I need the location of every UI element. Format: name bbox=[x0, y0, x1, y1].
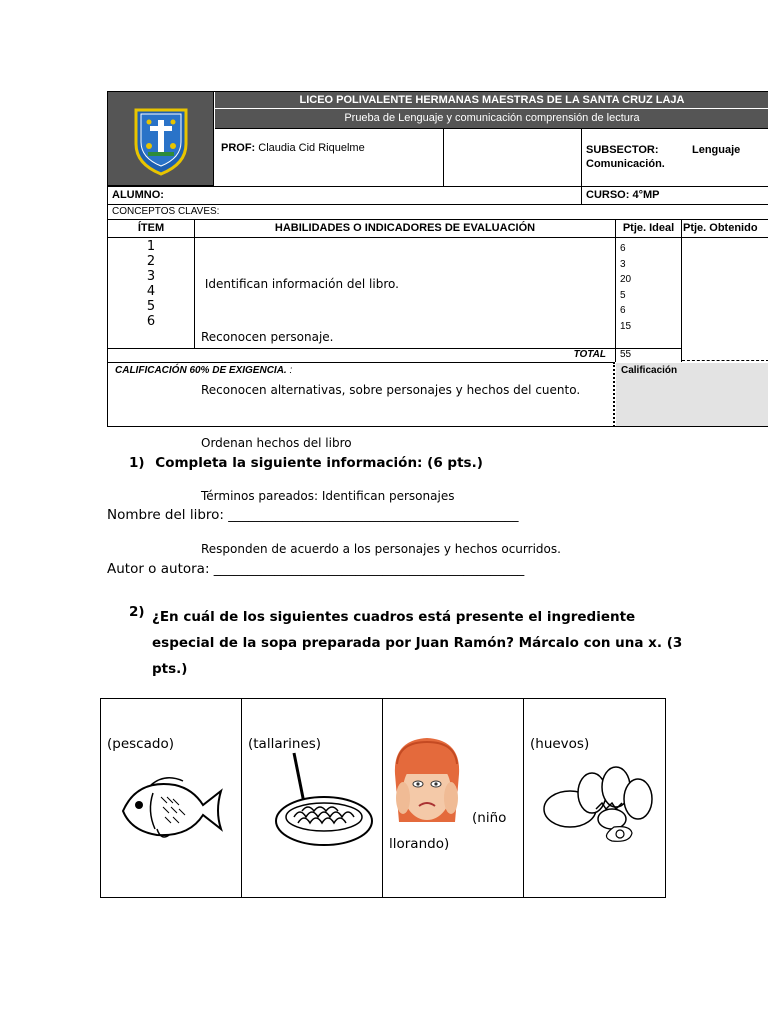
conceptos-claves: CONCEPTOS CLAVES: bbox=[112, 206, 220, 217]
book-name-field[interactable]: Nombre del libro: ___________________________________________ bbox=[107, 507, 519, 523]
question-2-number: 2) bbox=[129, 604, 145, 620]
ideal-score: 15 bbox=[620, 320, 632, 332]
question-2-line: ¿En cuál de los siguientes cuadros está presente el ingrediente bbox=[152, 609, 636, 625]
item-number: 6 bbox=[146, 314, 156, 329]
eggs-icon bbox=[540, 763, 658, 843]
question-1 bbox=[129, 455, 483, 471]
school-logo bbox=[108, 92, 214, 186]
ideal-score: 6 bbox=[620, 243, 626, 254]
option-label-2: llorando) bbox=[389, 836, 450, 852]
question-1-number: 1) bbox=[129, 455, 145, 471]
option-label: (huevos) bbox=[530, 736, 590, 752]
question-2-line: pts.) bbox=[152, 661, 188, 677]
ideal-scores bbox=[620, 243, 680, 336]
calificacion-box[interactable]: Calificación bbox=[616, 363, 768, 427]
item-text: Reconocen personaje. bbox=[201, 330, 334, 344]
prof-name: Claudia Cid Riquelme bbox=[258, 142, 365, 154]
calificacion-suffix: : bbox=[289, 365, 293, 376]
item-text: Responden de acuerdo a los personajes y hechos ocurridos. bbox=[201, 542, 561, 556]
ideal-score: 5 bbox=[620, 289, 626, 301]
question-2-line: especial de la sopa preparada por Juan Ramón? Márcalo con una x. (3 bbox=[152, 635, 683, 651]
col-habilidades-header: HABILIDADES O INDICADORES DE EVALUACIÓN bbox=[274, 222, 536, 234]
item-number: 5 bbox=[146, 299, 156, 314]
option-cell-crying-child[interactable] bbox=[383, 699, 524, 897]
question-2-text bbox=[152, 604, 682, 682]
item-texts bbox=[201, 239, 613, 595]
subsector-value-2: Comunicación. bbox=[586, 158, 665, 170]
item-numbers bbox=[108, 239, 194, 329]
options-grid bbox=[100, 698, 666, 898]
author-field[interactable]: Autor o autora: ______________________________________________ bbox=[107, 561, 525, 577]
calificacion-field bbox=[115, 365, 292, 376]
option-cell-eggs[interactable] bbox=[524, 699, 665, 897]
item-text: Identifican información del libro. bbox=[201, 277, 399, 291]
crying-child-icon bbox=[389, 734, 465, 824]
subsector-label: SUBSECTOR: bbox=[586, 144, 659, 156]
col-item-header: ÍTEM bbox=[137, 222, 165, 234]
col-obtenido-header: Ptje. Obtenido bbox=[683, 222, 758, 234]
school-crest-icon bbox=[108, 92, 214, 186]
ideal-score: 3 bbox=[620, 258, 626, 270]
item-number: 1 bbox=[146, 239, 156, 254]
alumno-label: ALUMNO: bbox=[112, 189, 164, 201]
item-number: 2 bbox=[146, 254, 156, 269]
item-text: Ordenan hechos del libro bbox=[201, 436, 352, 450]
curso-label: CURSO: bbox=[586, 189, 630, 201]
col-ideal-header: Ptje. Ideal bbox=[622, 222, 675, 234]
test-title: Prueba de Lenguaje y comunicación comprensión de lectura bbox=[215, 109, 768, 128]
question-1-text: Completa la siguiente información: (6 pts.) bbox=[155, 455, 483, 471]
curso-field bbox=[586, 189, 659, 201]
fish-icon bbox=[117, 771, 225, 843]
total-value: 55 bbox=[620, 349, 632, 360]
item-number: 4 bbox=[146, 284, 156, 299]
calificacion-label: CALIFICACIÓN 60% DE EXIGENCIA. bbox=[115, 365, 287, 376]
item-text: Reconocen alternativas, sobre personajes y hechos del cuento. bbox=[201, 383, 581, 397]
curso-value: 4°MP bbox=[632, 189, 660, 201]
prof-field bbox=[221, 142, 365, 154]
option-cell-fish[interactable] bbox=[101, 699, 242, 897]
total-label: TOTAL bbox=[573, 349, 606, 360]
ideal-score: 20 bbox=[620, 274, 632, 285]
option-label: (tallarines) bbox=[248, 736, 322, 752]
item-number: 3 bbox=[146, 269, 156, 284]
prof-label: PROF: bbox=[221, 142, 256, 154]
ideal-score: 6 bbox=[620, 305, 626, 316]
subsector-value: Lenguaje bbox=[692, 144, 741, 156]
option-cell-noodles[interactable] bbox=[242, 699, 383, 897]
school-name: LICEO POLIVALENTE HERMANAS MAESTRAS DE LA SANTA CRUZ LAJA bbox=[215, 92, 768, 108]
noodles-icon bbox=[272, 751, 376, 855]
option-label: (pescado) bbox=[107, 736, 174, 752]
option-label: (niño bbox=[472, 810, 507, 826]
item-text: Términos pareados: Identifican personajes bbox=[201, 489, 455, 503]
